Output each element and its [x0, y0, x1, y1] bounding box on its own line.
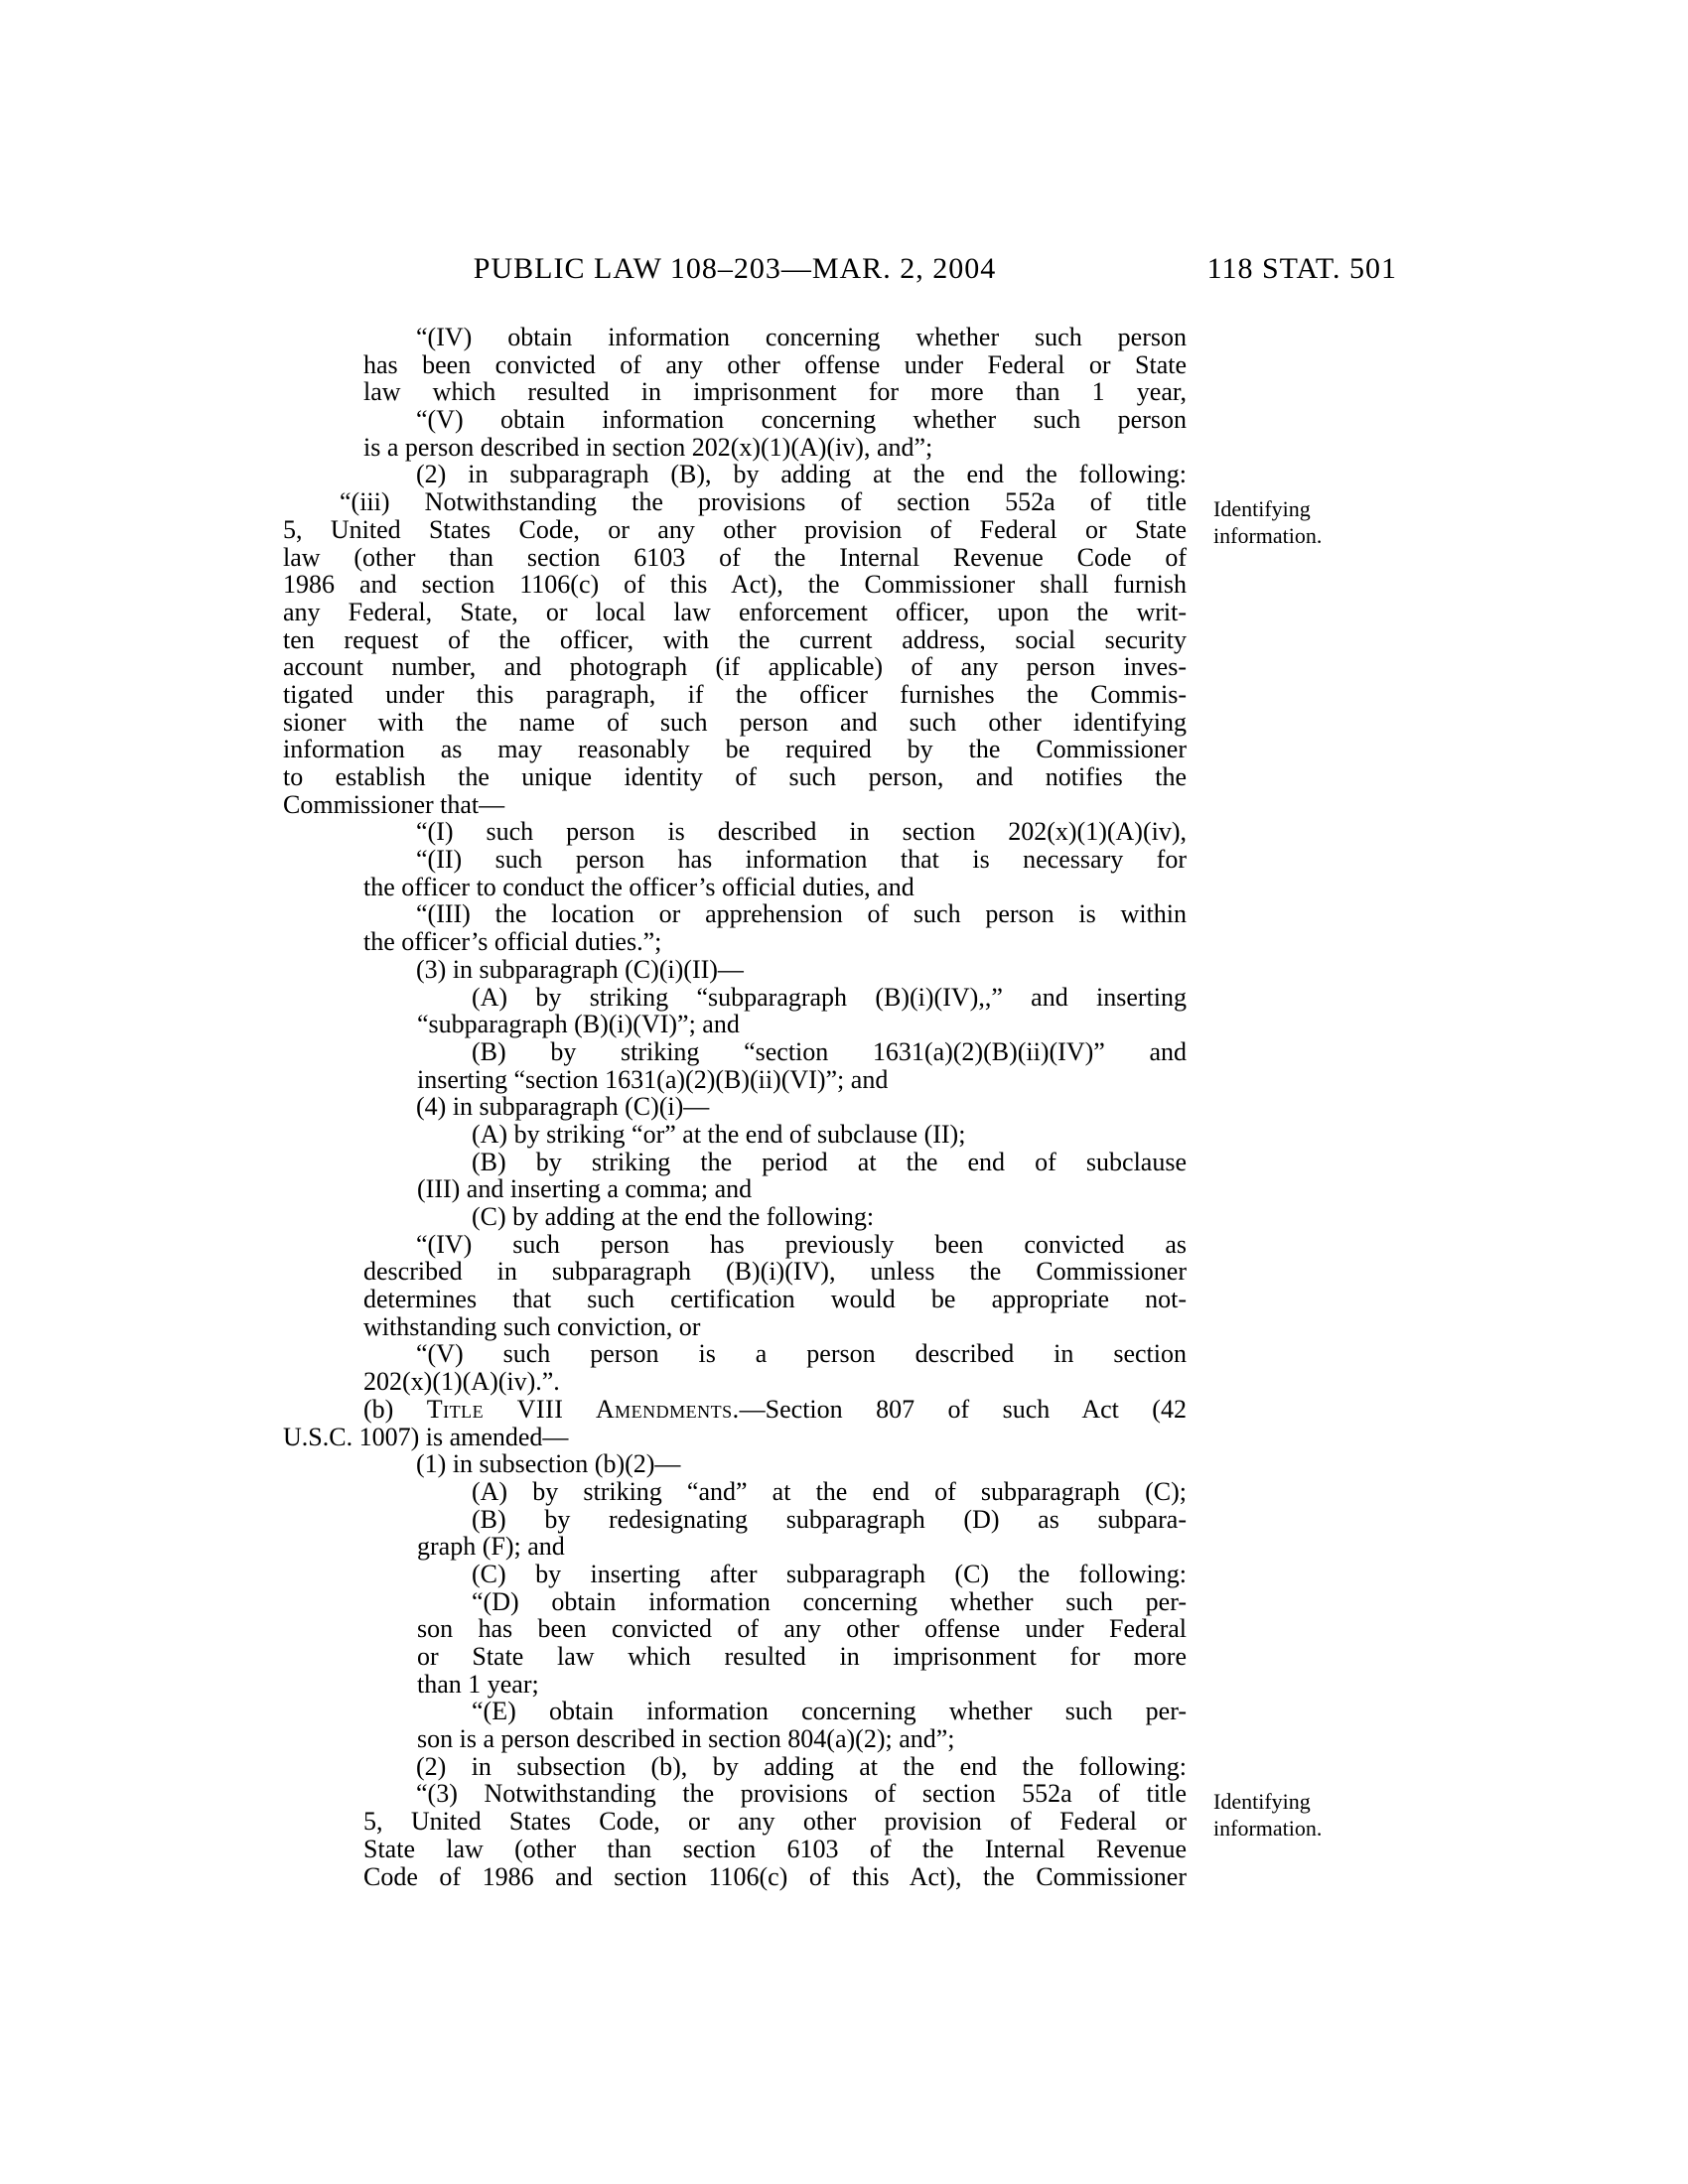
statute-line: (A) by striking “and” at the end of subparagraph (C);: [472, 1476, 1187, 1506]
statute-text-segment: (b): [363, 1394, 427, 1424]
statute-line: law (other than section 6103 of the Internal Revenue Code of: [283, 542, 1187, 572]
statute-line: 1986 and section 1106(c) of this Act), the Commissioner shall furnish: [283, 570, 1187, 600]
statute-line: Code of 1986 and section 1106(c) of this Act), the Commissioner: [363, 1861, 1187, 1891]
small-caps-heading: Title VIII Amendments.: [426, 1394, 740, 1424]
statute-line: “(D) obtain information concerning whether such per-: [472, 1586, 1187, 1616]
statute-line: “(iii) Notwithstanding the provisions of section 552a of title: [340, 487, 1187, 517]
statute-line: “(V) obtain information concerning whether such person: [416, 405, 1187, 435]
statute-line: (A) by striking “subparagraph (B)(i)(IV),,” and inserting: [472, 982, 1187, 1012]
statute-line: determines that such certification would be appropriate not-: [363, 1285, 1187, 1314]
statute-line: (III) and inserting a comma; and: [417, 1174, 753, 1204]
statute-line: “(V) such person is a person described in section: [416, 1339, 1187, 1369]
statute-line: graph (F); and: [417, 1532, 565, 1562]
statute-line: the officer to conduct the officer’s official duties, and: [363, 872, 914, 901]
statute-text-column: [283, 324, 1187, 1890]
stat-page-number: 118 STAT. 501: [1206, 252, 1397, 285]
statute-line: law which resulted in imprisonment for more than 1 year,: [363, 377, 1187, 407]
statute-line: 5, United States Code, or any other provision of Federal or: [363, 1807, 1187, 1837]
statute-line: or State law which resulted in imprisonment for more: [417, 1642, 1187, 1671]
statute-line: (B) by striking the period at the end of subclause: [472, 1147, 1187, 1176]
statute-line: [283, 1396, 1187, 1424]
statute-line: (C) by adding at the end the following:: [472, 1202, 875, 1231]
statute-line: (4) in subparagraph (C)(i)—: [416, 1092, 710, 1122]
statute-line: “(E) obtain information concerning whether such per-: [472, 1697, 1187, 1726]
statute-line: “(IV) obtain information concerning whether such person: [416, 323, 1187, 351]
statute-line: State law (other than section 6103 of the Internal Revenue: [363, 1834, 1187, 1863]
statute-line: inserting “section 1631(a)(2)(B)(ii)(VI)”; and: [417, 1064, 889, 1094]
statute-line: Commissioner that—: [283, 789, 505, 819]
statute-line: “(III) the location or apprehension of such person is within: [416, 899, 1187, 929]
statute-line: 5, United States Code, or any other provision of Federal or State: [283, 514, 1187, 544]
statute-line: son is a person described in section 804(a)(2); and”;: [417, 1724, 955, 1754]
statute-line: tigated under this paragraph, if the officer furnishes the Commis-: [283, 679, 1187, 709]
statute-line: “(II) such person has information that is necessary for: [416, 845, 1187, 875]
statute-line: ten request of the officer, with the current address, social security: [283, 624, 1187, 654]
statute-line: (2) in subparagraph (B), by adding at the end the following:: [416, 460, 1187, 489]
statute-line: described in subparagraph (B)(i)(IV), unless the Commissioner: [363, 1257, 1187, 1287]
statute-line: than 1 year;: [417, 1669, 539, 1699]
statute-line: “(IV) such person has previously been convicted as: [416, 1229, 1187, 1259]
statute-line: is a person described in section 202(x)(1)(A)(iv), and”;: [363, 432, 933, 462]
statute-line: “(3) Notwithstanding the provisions of section 552a of title: [416, 1779, 1187, 1809]
statute-line: son has been convicted of any other offense under Federal: [417, 1614, 1187, 1644]
statute-line: any Federal, State, or local law enforcement officer, upon the writ-: [283, 597, 1187, 626]
statute-text-segment: —Section 807 of such Act (42: [739, 1394, 1187, 1424]
statute-line: (B) by striking “section 1631(a)(2)(B)(ii)(IV)” and: [472, 1036, 1187, 1066]
statute-line: (C) by inserting after subparagraph (C) the following:: [472, 1559, 1187, 1588]
statute-line: to establish the unique identity of such person, and notifies the: [283, 762, 1187, 791]
law-number-heading: PUBLIC LAW 108–203—MAR. 2, 2004: [473, 252, 997, 285]
statute-line: “subparagraph (B)(i)(VI)”; and: [417, 1010, 740, 1039]
statute-line: (B) by redesignating subparagraph (D) as subpara-: [472, 1504, 1187, 1534]
margin-note: Identifying information.: [1213, 1789, 1323, 1841]
statute-line: withstanding such conviction, or: [363, 1311, 701, 1341]
statute-line: “(I) such person is described in section 202(x)(1)(A)(iv),: [416, 817, 1187, 847]
statute-line: sioner with the name of such person and such other identifying: [283, 707, 1187, 737]
statute-line: (3) in subparagraph (C)(i)(II)—: [416, 954, 744, 984]
statute-line: (2) in subsection (b), by adding at the end the following:: [416, 1751, 1187, 1781]
statute-line: (A) by striking “or” at the end of subclause (II);: [472, 1119, 966, 1149]
statute-line: 202(x)(1)(A)(iv).”.: [363, 1367, 560, 1397]
statute-line: the officer’s official duties.”;: [363, 927, 662, 957]
statute-line: account number, and photograph (if applicable) of any person inves-: [283, 652, 1187, 682]
margin-note: Identifying information.: [1213, 496, 1323, 548]
statute-line: (1) in subsection (b)(2)—: [416, 1449, 681, 1479]
statute-line: U.S.C. 1007) is amended—: [283, 1422, 569, 1451]
statute-line: information as may reasonably be required by the Commissioner: [283, 735, 1187, 764]
statute-line: has been convicted of any other offense under Federal or State: [363, 349, 1187, 379]
